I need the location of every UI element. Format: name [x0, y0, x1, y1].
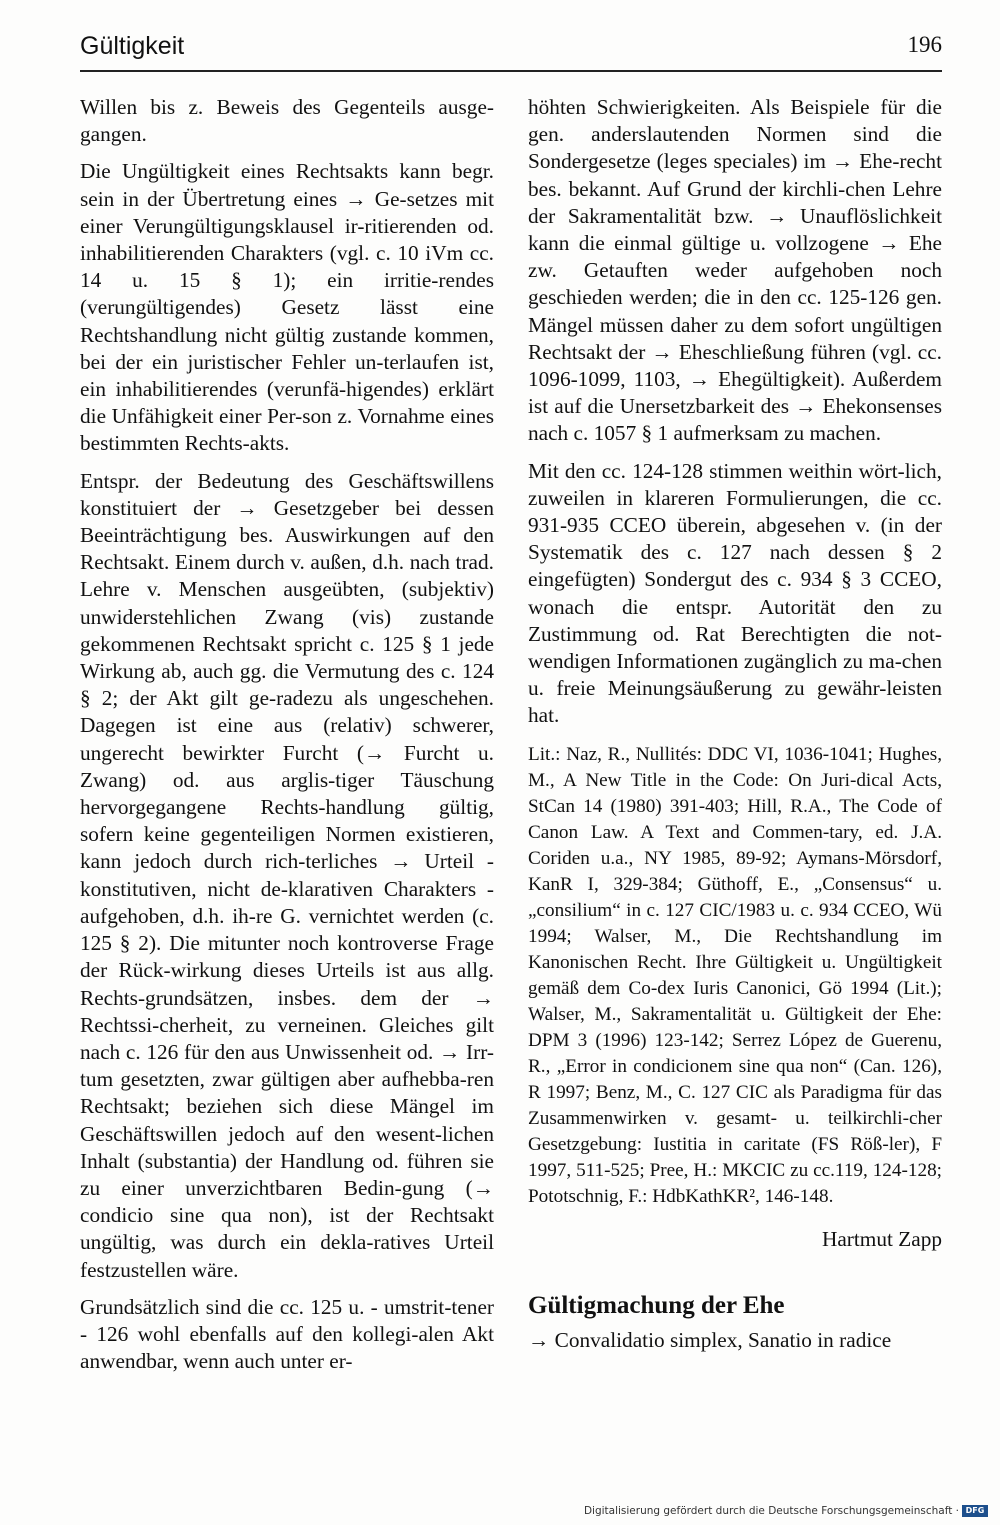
- paragraph: Mit den cc. 124-128 stimmen weithin wört-lich, zuweilen in klareren Formulierungen, die cc. 931-935 CCEO überein, abgesehen v. (in der Systematik des c. 127 nach dessen § 2 eingefügten) Sondergut des c. 934 § 3 CCEO, wonach die entspr. Autorität den zu Zustimmung od. Rat Berechtigten die not-wendigen Informationen zugänglich zu ma-chen u. freie Meinungsäußerung zu gewähr-leisten hat.: [528, 458, 942, 728]
- running-head-title: Gültigkeit: [80, 32, 185, 60]
- paragraph: Willen bis z. Beweis des Gegenteils ausge-gangen.: [80, 95, 494, 147]
- dfg-logo: DFG: [962, 1505, 988, 1517]
- right-column: [528, 94, 942, 1364]
- left-column: [80, 94, 494, 1385]
- paragraph: Entspr. der Bedeutung des Geschäftswillens konstituiert der → Gesetzgeber bei dessen Beeinträchtigung bes. Auswirkungen auf den Rechtsakt. Einem durch v. außen, d.h. nach trad. Lehre v. Menschen ausgeübten, (subjektiv) unwiderstehlichen Zwang (vis) zustande gekommenen Rechtsakt spricht c. 125 § 1 jede Wirkung ab, auch gg. die Vermutung des c. 124 § 2; der Akt gilt ge-radezu als ungeschehen. Dagegen ist eine aus (relativ) schwerer, ungerecht bewirkter Furcht (→ Furcht u. Zwang) od. aus arglis-tiger Täuschung hervorgegangene Rechts-handlung gültig, sofern keine gegenteiligen Normen existieren, kann jedoch durch rich-terliches → Urteil - konstitutiven, nicht de-klarativen Charakters - aufgehoben, d.h. ih-re G. vernichtet werden (c. 125 § 2). Die mitunter noch kontroverse Frage der Rück-wirkung dieses Urteils ist aus allg. Rechts-grundsätzen, insbes. dem der → Rechtssi-cherheit, zu verneinen. Gleiches gilt nach c. 126 für den aus Unwissenheit od. → Irr-tum gesetzten, zwar gültigen aber aufhebba-ren Rechtsakt; beziehen sich diese Mängel im Geschäftswillen jedoch auf den wesent-lichen Inhalt (substantia) der Handlung od. führen sie zu einer unverzichtbaren Bedin-gung (→ condicio sine qua non), ist der Rechtsakt ungültig, was durch ein dekla-ratives Urteil festzustellen wäre.: [80, 468, 494, 1282]
- running-header: [80, 30, 942, 70]
- cross-reference: → Convalidatio simplex, Sanatio in radice: [528, 1327, 892, 1352]
- page-number: 196: [907, 32, 942, 57]
- digitization-footer: [584, 1505, 988, 1517]
- header-rule: [80, 70, 942, 72]
- paragraph: Grundsätzlich sind die cc. 125 u. - umstrit-tener - 126 wohl ebenfalls auf den kollegi-alen Akt anwendbar, wenn auch unter er-: [80, 1294, 494, 1374]
- author-signature: Hartmut Zapp: [821, 1226, 942, 1251]
- paragraph: Die Ungültigkeit eines Rechtsakts kann begr. sein in der Übertretung eines → Ge-setzes mit einer Verungültigungsklausel ir-ritierenden od. inhabilitierenden Charakters (vgl. c. 10 iVm cc. 14 u. 15 § 1); ein irritie-rendes (verungültigendes) Gesetz lässt eine Rechtshandlung nicht gültig zustande kommen, bei der ein juristischer Fehler un-terlaufen ist, ein inhabilitierendes (verunfä-higendes) erklärt die Unfähigkeit einer Per-son z. Vornahme eines bestimmten Rechts-akts.: [80, 159, 494, 456]
- footer-text: Digitalisierung gefördert durch die Deutsche Forschungsgemeinschaft ·: [583, 1505, 959, 1517]
- literature-list: Lit.: Naz, R., Nullités: DDC VI, 1036-1041; Hughes, M., A New Title in the Code: On Juri-dical Acts, StCan 14 (1980) 391-403; Hill, R.A., The Code of Canon Law. A Text and Commen-tary, ed. J.A. Coriden u.a., NY 1985, 89-92; Aymans-Mörsdorf, KanR I, 329-384; Güthoff, E., „Consensus“ u. „consilium“ in c. 127 CIC/1983 u. c. 934 CCEO, Wü 1994; Walser, M., Die Rechtshandlung im Kanonischen Recht. Ihre Gültigkeit u. Ungültigkeit gemäß dem Co-dex Iuris Canonici, Gö 1994 (Lit.); Walser, M., Sakramentalität u. Gültigkeit der Ehe: DPM 3 (1996) 123-142; Serrez López de Guerenu, R., „Error in condicionem sine qua non“ (Can. 126), R 1997; Benz, M., C. 127 CIC als Paradigma für das Zusammenwirken v. gesamt- u. teilkirchli-cher Gesetzgebung: Iustitia in caritate (FS Röß-ler), F 1997, 511-525; Pree, H.: MKCIC zu cc.119, 124-128; Pototschnig, F.: HdbKathKR², 146-148.: [528, 743, 942, 1207]
- paragraph: höhten Schwierigkeiten. Als Beispiele für die gen. anderslautenden Normen sind die Sondergesetze (leges speciales) im → Ehe-recht bes. bekannt. Auf Grund der kirchli-chen Lehre der Sakramentalität bzw. → Unauflöslichkeit kann die einmal gültige u. vollzogene → Ehe zw. Getauften weder aufgehoben noch geschieden werden; die in den cc. 125-126 gen. Mängel müssen daher zu dem sofort ungültigen Rechtsakt der → Eheschließung führen (vgl. cc. 1096-1099, 1103, → Ehegültigkeit). Außerdem ist auf die Unersetzbarkeit des → Ehekonsenses nach c. 1057 § 1 aufmerksam zu machen.: [528, 95, 942, 446]
- entry-heading: Gültigmachung der Ehe: [528, 1291, 785, 1319]
